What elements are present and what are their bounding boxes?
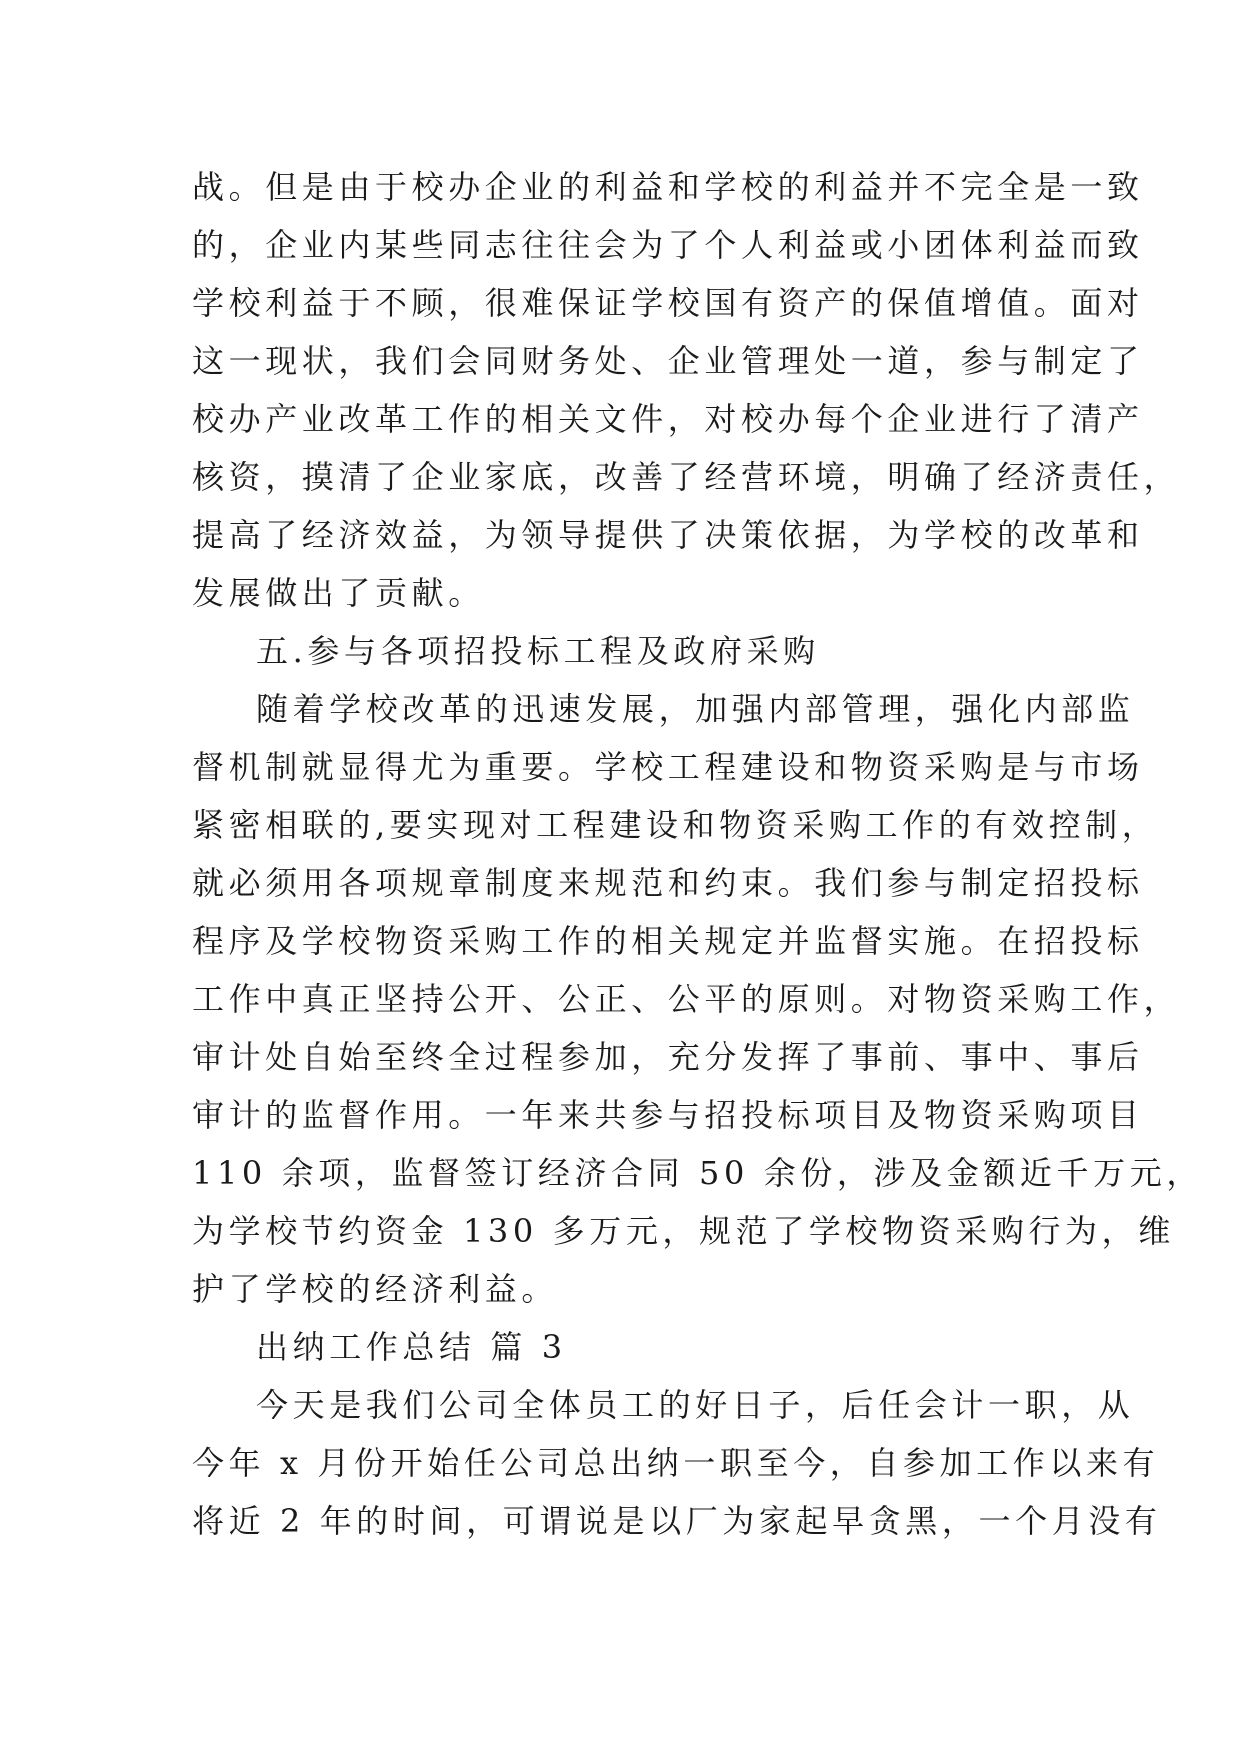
text-line: 程序及学校物资采购工作的相关规定并监督实施。在招投标 xyxy=(192,922,1144,960)
text-line: 护了学校的经济利益。 xyxy=(192,1270,559,1308)
document-body xyxy=(192,158,1203,1550)
text-line: 紧密相联的,要实现对工程建设和物资采购工作的有效控制， xyxy=(192,806,1159,844)
paragraph-start-line: 随着学校改革的迅速发展，加强内部管理，强化内部监 xyxy=(256,690,1135,728)
text-line: 核资，摸清了企业家底，改善了经营环境，明确了经济责任， xyxy=(192,458,1181,496)
text-line: 校办产业改革工作的相关文件，对校办每个企业进行了清产 xyxy=(192,400,1144,438)
text-line: 就必须用各项规章制度来规范和约束。我们参与制定招投标 xyxy=(192,864,1144,902)
text-line: 督机制就显得尤为重要。学校工程建设和物资采购是与市场 xyxy=(192,748,1144,786)
article-heading: 出纳工作总结 篇 3 xyxy=(256,1328,567,1366)
text-line: 发展做出了贡献。 xyxy=(192,574,485,612)
text-line: 为学校节约资金 130 多万元，规范了学校物资采购行为，维 xyxy=(192,1212,1175,1250)
text-line: 学校利益于不顾，很难保证学校国有资产的保值增值。面对 xyxy=(192,284,1144,322)
text-line: 这一现状，我们会同财务处、企业管理处一道，参与制定了 xyxy=(192,342,1144,380)
text-line: 战。但是由于校办企业的利益和学校的利益并不完全是一致 xyxy=(192,168,1144,206)
text-line: 今年 x 月份开始任公司总出纳一职至今，自参加工作以来有 xyxy=(192,1444,1160,1482)
text-line: 提高了经济效益，为领导提供了决策依据，为学校的改革和 xyxy=(192,516,1144,554)
text-line: 110 余项，监督签订经济合同 50 余份，涉及金额近千万元， xyxy=(192,1154,1203,1192)
text-line: 将近 2 年的时间，可谓说是以厂为家起早贪黑，一个月没有 xyxy=(192,1502,1162,1540)
paragraph-start-line: 今天是我们公司全体员工的好日子，后任会计一职，从 xyxy=(256,1386,1135,1424)
text-line: 的，企业内某些同志往往会为了个人利益或小团体利益而致 xyxy=(192,226,1144,264)
text-line: 工作中真正坚持公开、公正、公平的原则。对物资采购工作， xyxy=(192,980,1181,1018)
text-line: 审计的监督作用。一年来共参与招投标项目及物资采购项目 xyxy=(192,1096,1144,1134)
section-heading: 五.参与各项招投标工程及政府采购 xyxy=(256,632,820,670)
text-line: 审计处自始至终全过程参加，充分发挥了事前、事中、事后 xyxy=(192,1038,1144,1076)
